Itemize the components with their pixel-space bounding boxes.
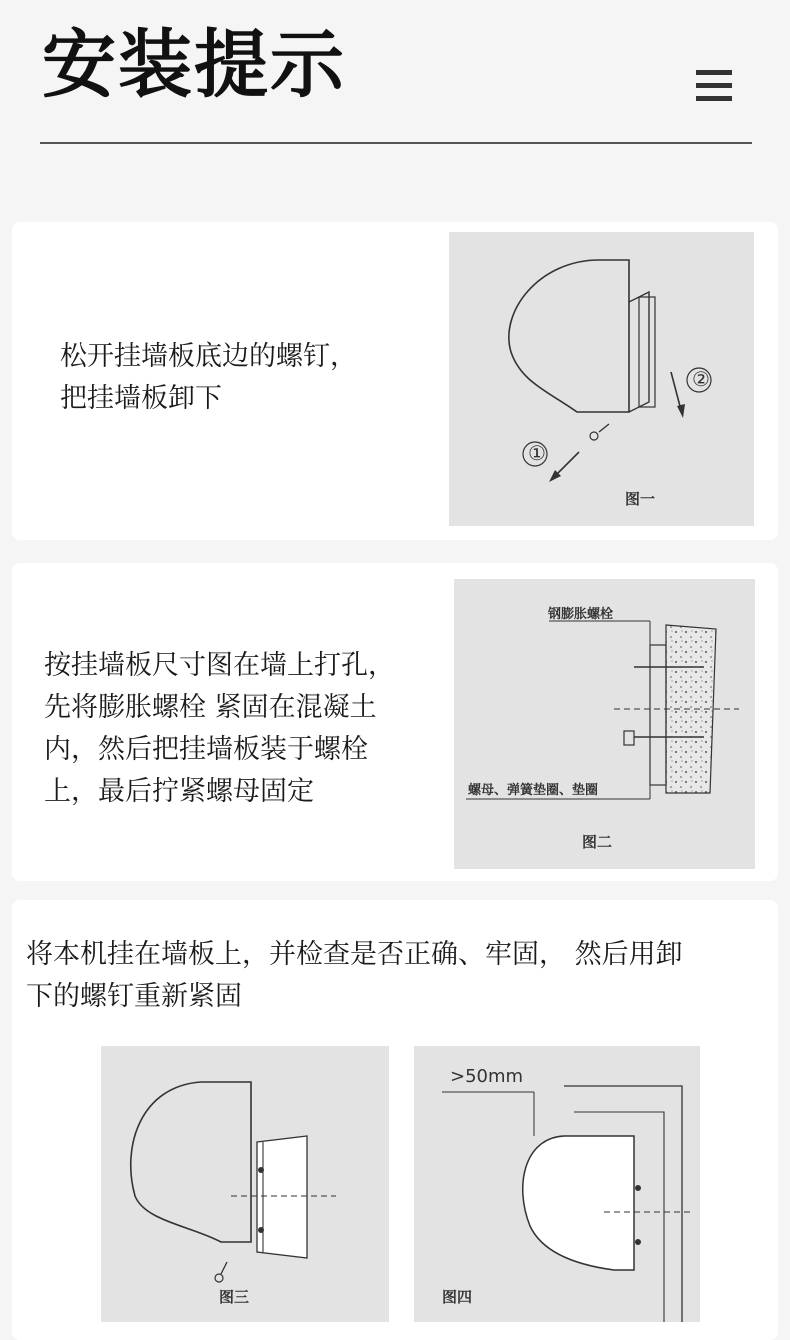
step-1-line-1: 松开挂墙板底边的螺钉， <box>60 341 357 372</box>
step-2-line-2: 先将膨胀螺栓 紧固在混凝土 <box>44 692 377 723</box>
step-3-text <box>26 934 766 1018</box>
figure-4-dimension: >50mm <box>450 1066 524 1087</box>
page-header <box>0 0 790 150</box>
figure-3-drawing <box>101 1046 389 1322</box>
step-2-text <box>44 645 454 813</box>
step-2-line-3: 内，然后把挂墙板装于螺栓 <box>44 734 368 765</box>
step-1-line-2: 把挂墙板卸下 <box>60 383 222 414</box>
figure-4 <box>414 1046 700 1322</box>
figure-4-drawing <box>414 1046 700 1322</box>
figure-2-label: 图二 <box>582 833 613 851</box>
marker-2: ② <box>692 367 710 391</box>
marker-1: ① <box>528 441 546 465</box>
step-card-1 <box>12 222 778 540</box>
step-card-3 <box>12 900 778 1340</box>
figure-2-drawing <box>454 579 755 869</box>
figure-2-callout-nut: 螺母、弹簧垫圈、垫圈 <box>468 783 599 798</box>
figure-2 <box>454 579 755 869</box>
figure-3 <box>101 1046 389 1322</box>
step-1-text <box>60 336 440 420</box>
figure-1-label: 图一 <box>625 490 656 508</box>
hamburger-menu-icon[interactable] <box>696 68 732 102</box>
step-2-line-4: 上，最后拧紧螺母固定 <box>44 776 314 807</box>
step-3-line-1: 将本机挂在墙板上，并检查是否正确、牢固， 然后用卸 <box>26 939 683 970</box>
figure-3-label: 图三 <box>219 1288 250 1306</box>
figure-2-callout-bolt: 钢膨胀螺栓 <box>548 607 614 622</box>
header-divider <box>40 142 752 144</box>
page-title: 安装提示 <box>42 22 346 108</box>
step-2-line-1: 按挂墙板尺寸图在墙上打孔， <box>44 650 395 681</box>
step-3-line-2: 下的螺钉重新紧固 <box>26 981 242 1012</box>
figure-1 <box>449 232 754 526</box>
step-card-2 <box>12 563 778 881</box>
figure-4-label: 图四 <box>442 1288 473 1306</box>
